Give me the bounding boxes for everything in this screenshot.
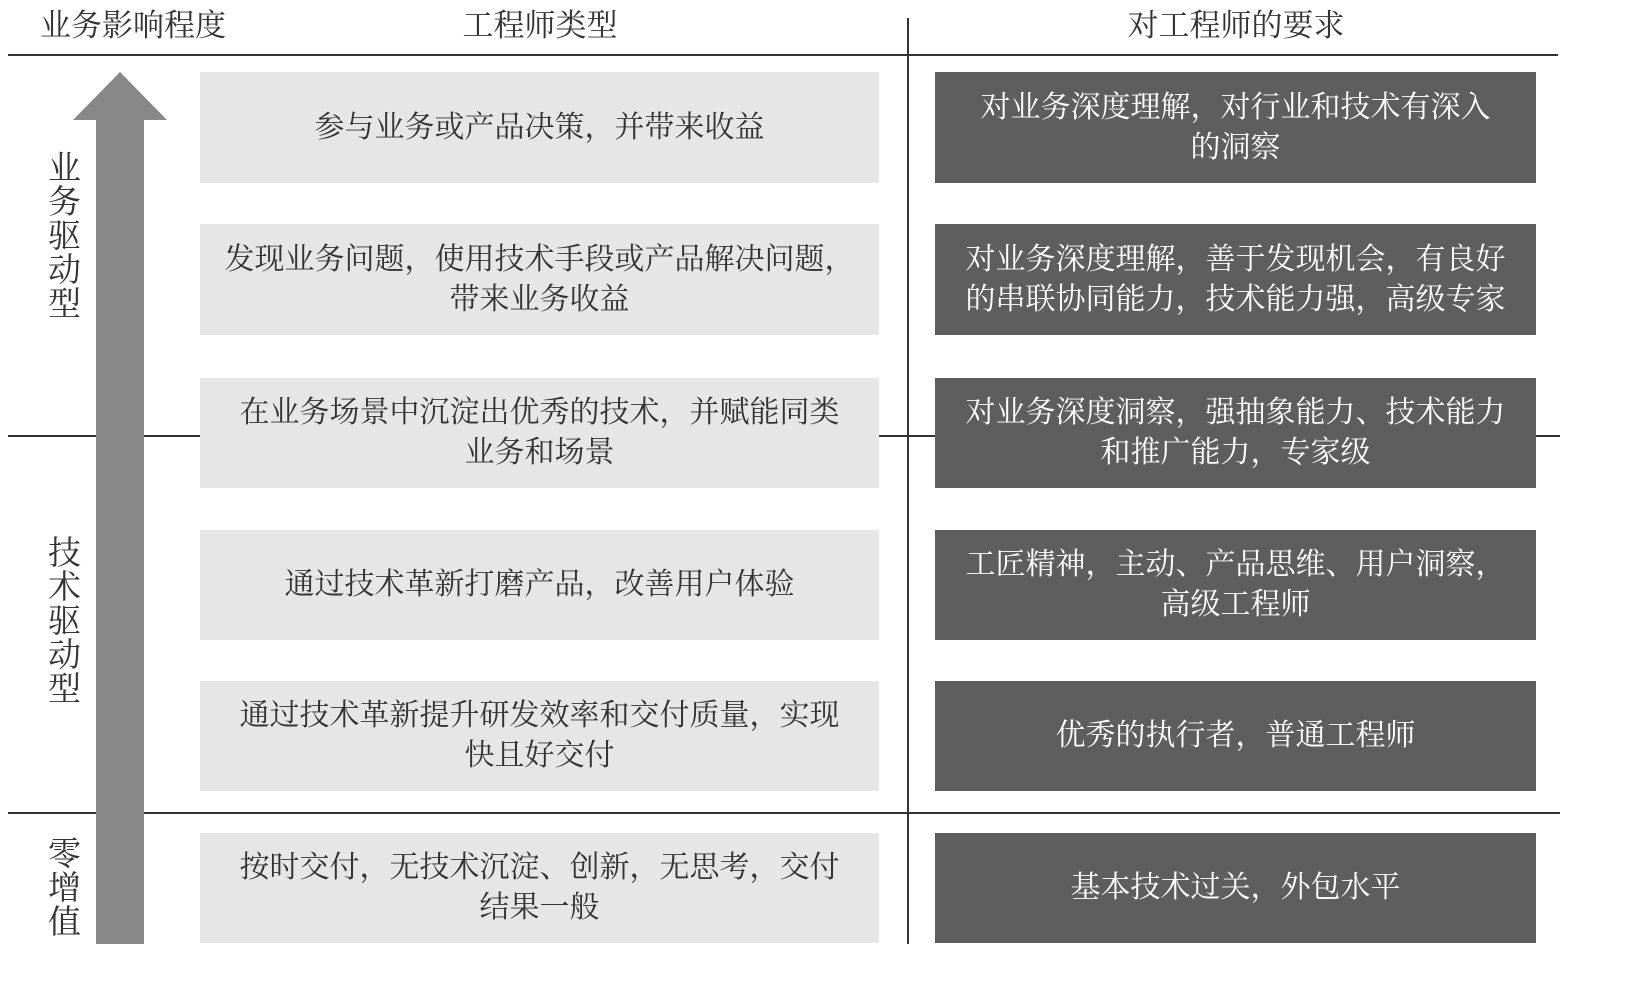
requirement-cell: [935, 833, 1536, 943]
engineer-type-cell: [200, 378, 879, 488]
engineer-type-cell: [200, 224, 879, 335]
cell-text-line: 参与业务或产品决策，并带来收益: [314, 109, 765, 145]
group-divider-line-2: [8, 812, 1560, 814]
header-divider-line: [8, 54, 1558, 56]
engineer-type-cell: [200, 72, 879, 183]
requirement-cell: [935, 681, 1536, 791]
cell-text-line: 对业务深度理解，对行业和技术有深入: [980, 89, 1491, 125]
column-divider-line: [907, 18, 909, 944]
cell-text-line: 业务和场景: [464, 435, 615, 470]
cell-text-line: 的洞察: [1190, 129, 1281, 165]
cell-text-line: 通过技术革新打磨产品，改善用户体验: [284, 567, 795, 602]
engineer-type-cell: [200, 530, 879, 640]
engineer-type-cell: [200, 681, 879, 791]
engineer-type-cell: [200, 833, 879, 943]
cell-text-line: 对业务深度理解，善于发现机会，有良好: [965, 241, 1506, 277]
cell-text-line: 通过技术革新提升研发效率和交付质量，实现: [239, 698, 840, 733]
group-label-tech-driven: 技术驱动型: [43, 535, 82, 705]
group-label-business-driven: 业务驱动型: [43, 150, 82, 320]
cell-text-line: 带来业务收益: [449, 281, 630, 317]
cell-text-line: 优秀的执行者，普通工程师: [1055, 718, 1416, 753]
cell-text-line: 高级工程师: [1160, 587, 1311, 622]
header-requirements: 对工程师的要求: [1127, 8, 1345, 44]
cell-text-line: 发现业务问题，使用技术手段或产品解决问题，: [224, 241, 855, 277]
requirement-cell: [935, 530, 1536, 640]
requirement-cell: [935, 378, 1536, 488]
header-engineer-type: 工程师类型: [462, 8, 618, 44]
cell-text-line: 工匠精神，主动、产品思维、用户洞察，: [965, 547, 1506, 582]
cell-text-line: 对业务深度洞察，强抽象能力、技术能力: [965, 395, 1506, 430]
cell-text-line: 的串联协同能力，技术能力强，高级专家: [965, 281, 1506, 317]
group-label-zero-value: 零增值: [43, 836, 82, 938]
requirement-cell: [935, 72, 1536, 183]
cell-text-line: 结果一般: [479, 890, 600, 925]
cell-text-line: 快且好交付: [464, 738, 615, 773]
cell-text-line: 在业务场景中沉淀出优秀的技术，并赋能同类: [239, 395, 840, 430]
cell-text-line: 基本技术过关，外包水平: [1070, 870, 1401, 905]
cell-text-line: 按时交付，无技术沉淀、创新，无思考，交付: [239, 850, 840, 885]
requirement-cell: [935, 224, 1536, 335]
header-impact: 业务影响程度: [40, 8, 226, 44]
cell-text-line: 和推广能力，专家级: [1100, 435, 1371, 470]
